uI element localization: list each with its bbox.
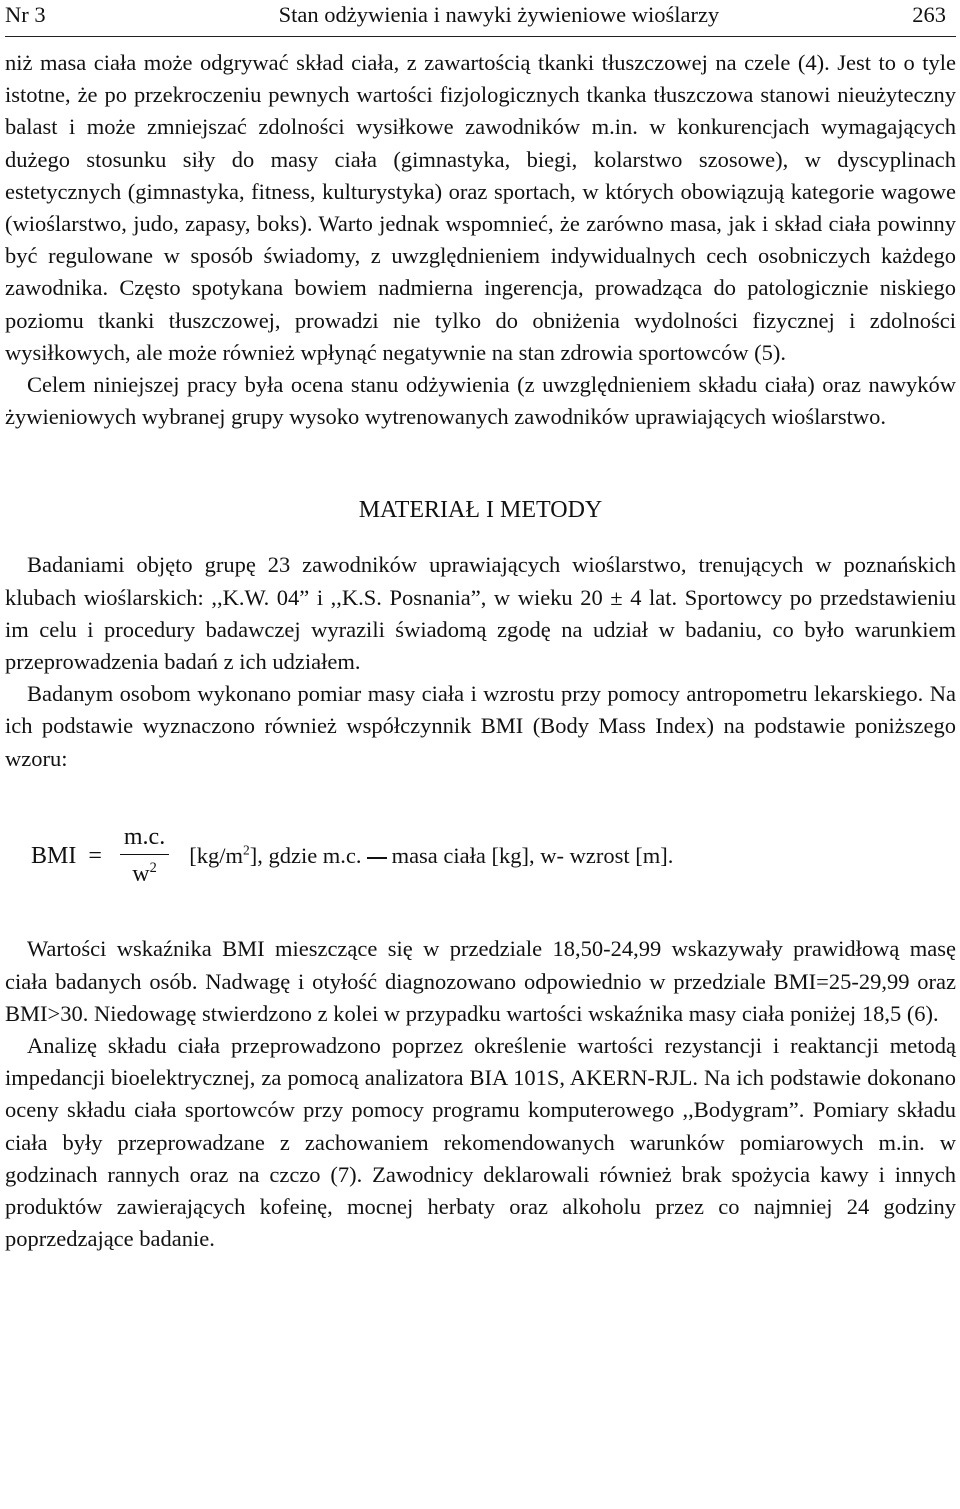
formula-description: $[kg/m^2]$, gdzie m.c. masa ciała [kg], w- wzrost [m].	[189, 842, 674, 869]
bmi-formula	[31, 823, 956, 890]
formula-lhs: BMI	[31, 842, 77, 869]
running-header	[5, 0, 956, 36]
methods-paragraph-2: Badanym osobom wykonano pomiar masy ciała i wzrostu przy pomocy antropometru lekarskiego. Na ich podstawie wyznaczono również współczynnik BMI (Body Mass Index) na podstawie poniższego wzoru:	[5, 681, 956, 771]
formula-numerator: m.c.	[123, 823, 166, 850]
section-heading-methods: MATERIAŁ I METODY	[358, 497, 603, 524]
methods-paragraph-1: Badaniami objęto grupę 23 zawodników uprawiających wioślarstwo, trenujących w poznańskich klubach wioślarskich: ,,K.W. 04” i ,,K.S. Posnania”, w wieku 20 ± 4 lat. Sportowcy po przedstawieniu im celu i procedury badawczej wyrazili świadomą zgodę na udział w badaniu, co było warunkiem przeprowadzenia badań z ich udziałem.	[5, 552, 956, 675]
formula-fraction	[120, 823, 169, 890]
methods-paragraph-4: Analizę składu ciała przeprowadzono poprzez określenie wartości rezystancji i reaktancji metodą impedancji bioelektrycznej, za pomocą analizatora BIA 101S, AKERN-RJL. Na ich podstawie dokonano oceny składu ciała sportowców przy pomocy programu komputerowego ,,Bodygram”. Pomiary składu ciała były przeprowadzane z zachowaniem rekomendowanych warunków pomiarowych m.in. w godzinach rannych oraz na czczo (7). Zawodnicy deklarowali również brak spożycia kawy i innych produktów zawierających kofeinę, mocnej herbaty oraz alkoholu przez co najmniej 24 godziny poprzedzające badanie.	[5, 1032, 956, 1252]
intro-paragraph-2: Celem niniejszej pracy była ocena stanu odżywienia (z uwzględnieniem składu ciała) oraz nawyków żywieniowych wybranej grupy wysoko wytrenowanych zawodników uprawiających wioślarstwo.	[5, 372, 956, 430]
dash-symbol	[367, 857, 387, 859]
formula-equals: =	[88, 842, 102, 869]
header-rule	[5, 36, 956, 37]
methods-paragraph-3: Wartości wskaźnika BMI mieszczące się w przedziale 18,50-24,99 wskazywały prawidłową masę ciała badanych osób. Nadwagę i otyłość diagnozowano odpowiednio w przedziale BMI=25-29,99 oraz BMI>30. Niedowagę stwierdzono z kolei w przypadku wartości wskaźnika masy ciała poniżej 18,5 (6).	[5, 936, 956, 1026]
journal-issue-number: Nr 3	[5, 2, 46, 27]
formula-denominator: $w^2$	[132, 860, 157, 888]
running-title: Stan odżywienia i nawyki żywieniowe wioślarzy	[278, 2, 720, 27]
intro-paragraph-1: niż masa ciała może odgrywać skład ciała, z zawartością tkanki tłuszczowej na czele (4). Jest to o tyle istotne, że po przekroczeniu pewnych wartości fizjologicznych tkanka tłuszczowa stanowi nieużyteczny balast i może zmniejszać zdolności wysiłkowe zawodników m.in. w konkurencjach wymagających dużego stosunku siły do masy ciała (gimnastyka, biegi, kolarstwo szosowe), w dyscyplinach estetycznych (gimnastyka, fitness, kulturystyka) oraz sportach, w których obowiązują kategorie wagowe (wioślarstwo, judo, zapasy, boks). Warto jednak wspomnieć, że zarówno masa, jak i skład ciała powinny być regulowane w sposób świadomy, z uwzględnieniem indywidualnych cech osobniczych każdego zawodnika. Często spotykana bowiem nadmierna ingerencja, prowadząca do patologicznie niskiego poziomu tkanki tłuszczowej, prowadzi nie tylko do obniżenia wydolności fizycznej i zdolności wysiłkowych, ale może również wpłynąć negatywnie na stan zdrowia sportowców (5).	[5, 50, 956, 365]
page-number: 263	[912, 2, 946, 27]
